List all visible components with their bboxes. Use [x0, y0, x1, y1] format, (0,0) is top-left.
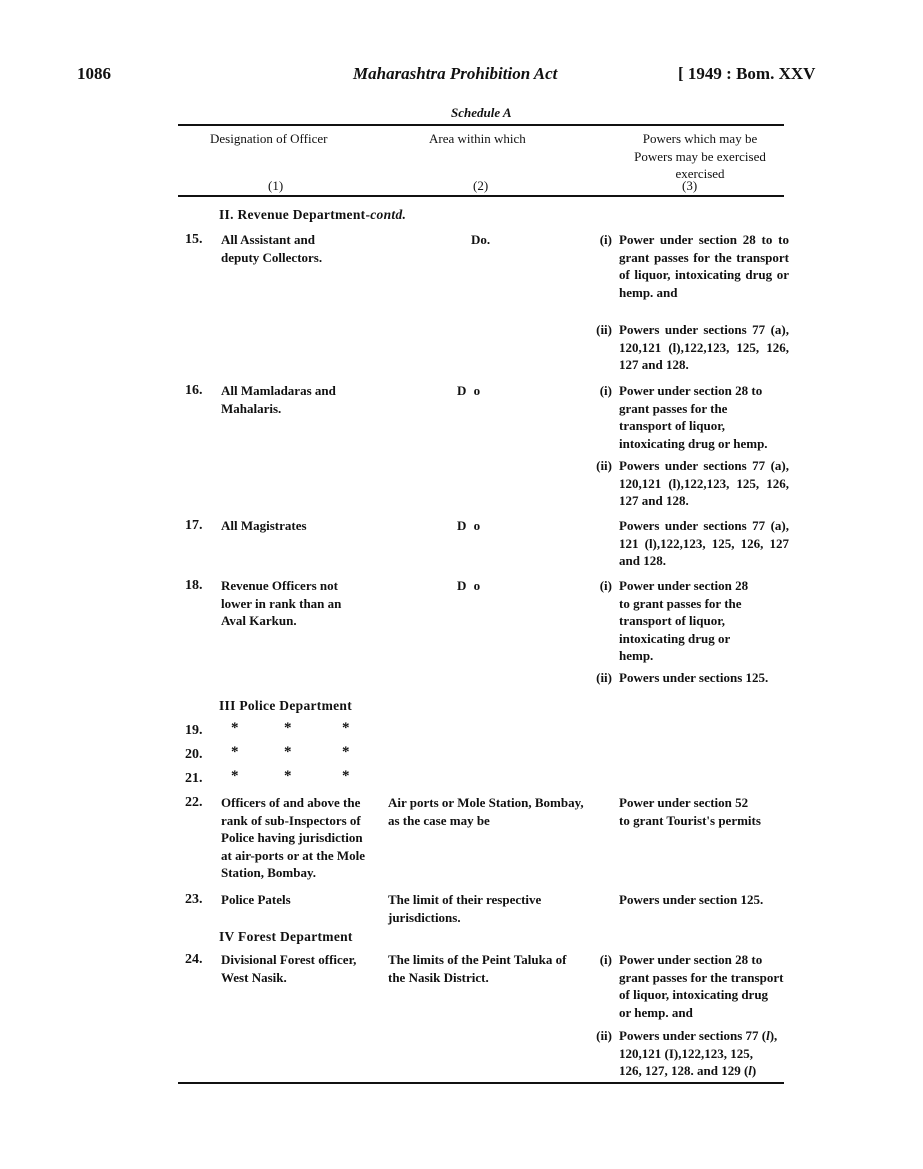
row-number-16: 16. [185, 383, 203, 398]
designation-15: All Assistant and deputy Collectors. [221, 232, 323, 265]
row-number-21: 21. [185, 771, 203, 786]
col-heading-area: Area within which [429, 131, 526, 146]
omission-asterisk: * [284, 720, 292, 736]
designation-16: All Mamladaras and Mahalaris. [221, 383, 336, 416]
omission-asterisk: * [284, 768, 292, 784]
act-citation: [ 1949 : Bom. XXV [678, 64, 816, 83]
power-15-ii: Powers under sections 77 (a), 120,121 (l),122,123, 125, 126, 127 and 128. [619, 322, 789, 372]
power-18-i: Power under section 28 to grant passes for the transport of liquor, intoxicating drug or hemp. [619, 578, 749, 663]
row-number-20: 20. [185, 747, 203, 762]
power-label-18-i: (i) [599, 578, 612, 593]
row-number-15: 15. [185, 232, 203, 247]
col-heading-powers: Powers which may be Powers may be exercised exercised [634, 131, 766, 181]
schedule-title: Schedule A [451, 105, 512, 120]
designation-24: Divisional Forest officer, West Nasik. [221, 952, 357, 985]
power-label-16-i: (i) [599, 383, 612, 398]
power-18-ii: Powers under sections 125. [619, 670, 769, 685]
col-number-1: (1) [268, 178, 284, 193]
designation-22: Officers of and above the rank of sub-Inspectors of Police having jurisdiction at air-ports or at the Mole Station, Bombay. [221, 795, 366, 880]
power-label-24-ii: (ii) [596, 1028, 612, 1043]
area-23: The limit of their respective jurisdictions. [388, 892, 542, 925]
power-label-18-ii: (ii) [596, 670, 612, 685]
area-17: D o [457, 518, 483, 533]
section-heading-revenue: II. Revenue Department-contd. [219, 207, 407, 222]
omission-asterisk: * [231, 744, 239, 760]
table-bottom-rule [178, 1082, 784, 1084]
area-24: The limits of the Peint Taluka of the Nasik District. [388, 952, 567, 985]
header-bottom-rule [178, 195, 784, 197]
power-15-i: Power under section 28 to to grant passes for the transport of liquor, intoxicating drug or hemp. and [619, 232, 789, 300]
area-16: D o [457, 383, 483, 398]
power-label-15-ii: (ii) [596, 322, 612, 337]
power-label-16-ii: (ii) [596, 458, 612, 473]
omission-asterisk: * [231, 768, 239, 784]
page-number: 1086 [77, 64, 111, 83]
row-number-19: 19. [185, 723, 203, 738]
area-18: D o [457, 578, 483, 593]
power-24-ii: Powers under sections 77 (l), 120,121 (I),122,123, 125, 126, 127, 128. and 129 (l) [619, 1028, 778, 1078]
section-heading-forest: IV Forest Department [219, 929, 353, 944]
col-number-2: (2) [473, 178, 489, 193]
omission-asterisk: * [342, 768, 350, 784]
omission-asterisk: * [342, 744, 350, 760]
row-number-24: 24. [185, 952, 203, 967]
section-heading-police: III Police Department [219, 698, 353, 713]
power-24-i: Power under section 28 to grant passes for the transport of liquor, intoxicating drug or hemp. and [619, 952, 784, 1020]
power-23: Powers under section 125. [619, 892, 764, 907]
power-16-ii: Powers under sections 77 (a), 120,121 (l),122,123, 125, 126, 127 and 128. [619, 458, 789, 508]
power-label-15-i: (i) [599, 232, 612, 247]
power-16-i: Power under section 28 to grant passes for the transport of liquor, intoxicating drug or hemp. [619, 383, 768, 451]
power-17: Powers under sections 77 (a), 121 (l),122,123, 125, 126, 127 and 128. [619, 518, 789, 568]
omission-asterisk: * [231, 720, 239, 736]
designation-23: Police Patels [221, 892, 291, 907]
area-22: Air ports or Mole Station, Bombay, as the case may be [388, 795, 584, 828]
area-15: Do. [471, 232, 491, 247]
designation-17: All Magistrates [221, 518, 307, 533]
row-number-18: 18. [185, 578, 203, 593]
table-top-rule [178, 124, 784, 126]
row-number-17: 17. [185, 518, 203, 533]
col-heading-designation: Designation of Officer [210, 131, 328, 146]
omission-asterisk: * [342, 720, 350, 736]
omission-asterisk: * [284, 744, 292, 760]
designation-18: Revenue Officers not lower in rank than an Aval Karkun. [221, 578, 342, 628]
power-22: Power under section 52 to grant Tourist's permits [619, 795, 761, 828]
col-number-3: (3) [682, 178, 698, 193]
running-title: Maharashtra Prohibition Act [353, 64, 558, 83]
row-number-22: 22. [185, 795, 203, 810]
power-label-24-i: (i) [599, 952, 612, 967]
row-number-23: 23. [185, 892, 203, 907]
